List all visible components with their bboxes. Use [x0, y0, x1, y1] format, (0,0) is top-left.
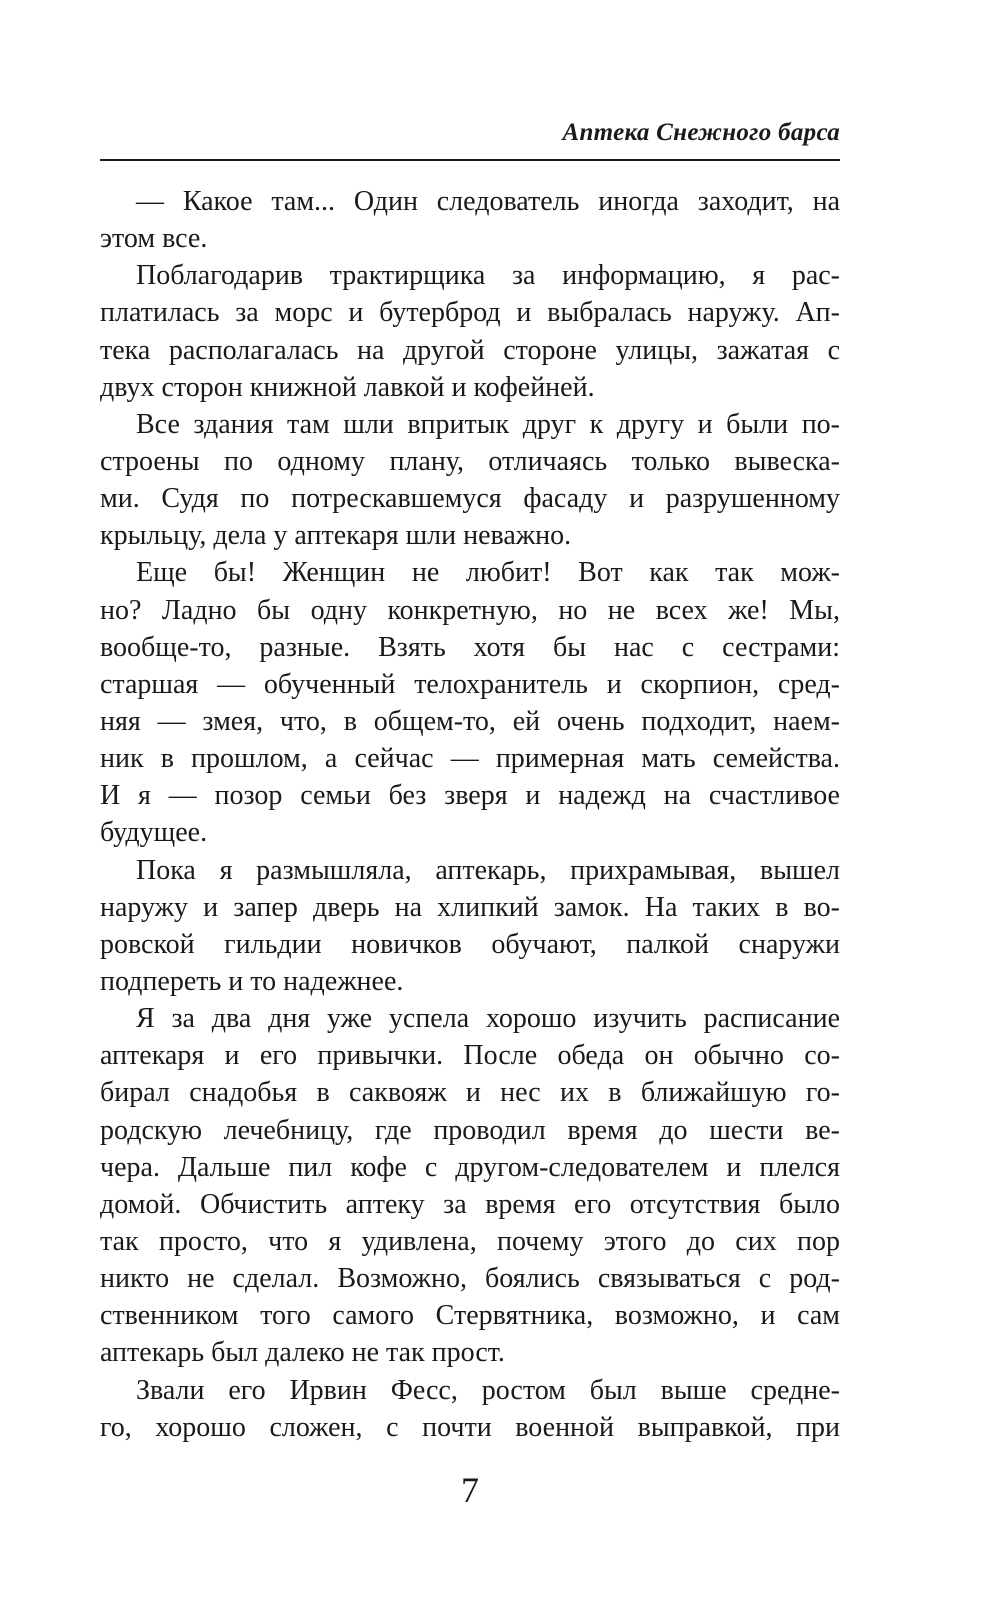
text-line: подпереть и то надежнее. — [100, 965, 404, 997]
text-line: родскую лечебницу, где проводил время до шести ве- — [100, 1114, 840, 1146]
text-line: старшая — обученный телохранитель и скорпион, сред- — [100, 668, 840, 700]
text-line: Поблагодарив трактирщика за информацию, я рас- — [136, 260, 840, 292]
header-rule — [100, 159, 840, 161]
text-line: аптекаря и его привычки. После обеда он обычно со- — [100, 1040, 840, 1072]
text-line: домой. Обчистить аптеку за время его отсутствия было — [100, 1188, 840, 1220]
text-line: — Какое там... Один следователь иногда заходит, на — [136, 186, 840, 217]
text-line: но? Ладно бы одну конкретную, но не всех же! Мы, — [100, 594, 840, 626]
text-line: крыльцу, дела у аптекаря шли неважно. — [100, 520, 572, 552]
running-head: Аптека Снежного барса — [562, 119, 840, 146]
text-line: бирал снадобья в саквояж и нес их в ближайшую го- — [100, 1077, 840, 1109]
text-line: тека располагалась на другой стороне улицы, зажатая с — [100, 334, 840, 366]
text-line: наружу и запер дверь на хлипкий замок. На таких в во- — [100, 891, 840, 923]
text-line: Все здания там шли впритык друг к другу и были по- — [136, 408, 840, 440]
text-line: будущее. — [100, 817, 208, 849]
text-line: строены по одному плану, отличаясь только вывеска- — [100, 445, 840, 477]
text-line: аптекарь был далеко не так прост. — [100, 1337, 505, 1369]
text-line: И я — позор семьи без зверя и надежд на счастливое — [100, 780, 840, 812]
page-number: 7 — [461, 1470, 479, 1510]
text-line: ми. Судя по потрескавшемуся фасаду и разрушенному — [100, 483, 840, 515]
text-line: ник в прошлом, а сейчас — примерная мать семейства. — [100, 743, 840, 775]
text-line: вообще-то, разные. Взять хотя бы нас с сестрами: — [100, 631, 840, 663]
text-line: ровской гильдии новичков обучают, палкой снаружи — [100, 928, 840, 960]
text-line: Я за два дня уже успела хорошо изучить расписание — [136, 1003, 840, 1035]
text-line: чера. Дальше пил кофе с другом-следователем и плелся — [100, 1151, 840, 1183]
body-text — [100, 183, 840, 1446]
text-line: никто не сделал. Возможно, боялись связываться с род- — [100, 1263, 840, 1295]
text-line: Пока я размышляла, аптекарь, прихрамывая, вышел — [136, 854, 840, 886]
text-line: Еще бы! Женщин не любит! Вот как так мож- — [136, 557, 840, 589]
text-line: так просто, что я удивлена, почему этого до сих пор — [100, 1225, 840, 1257]
text-line: го, хорошо сложен, с почти военной выправкой, при — [100, 1411, 840, 1443]
text-line: Звали его Ирвин Фесс, ростом был выше средне- — [136, 1374, 840, 1406]
text-line: двух сторон книжной лавкой и кофейней. — [100, 371, 595, 403]
text-line: платилась за морс и бутерброд и выбралась наружу. Ап- — [100, 297, 840, 329]
text-line: этом все. — [100, 223, 208, 255]
text-line: няя — змея, что, в общем-то, ей очень подходит, наем- — [100, 705, 840, 737]
text-line: ственником того самого Стервятника, возможно, и сам — [100, 1300, 840, 1332]
